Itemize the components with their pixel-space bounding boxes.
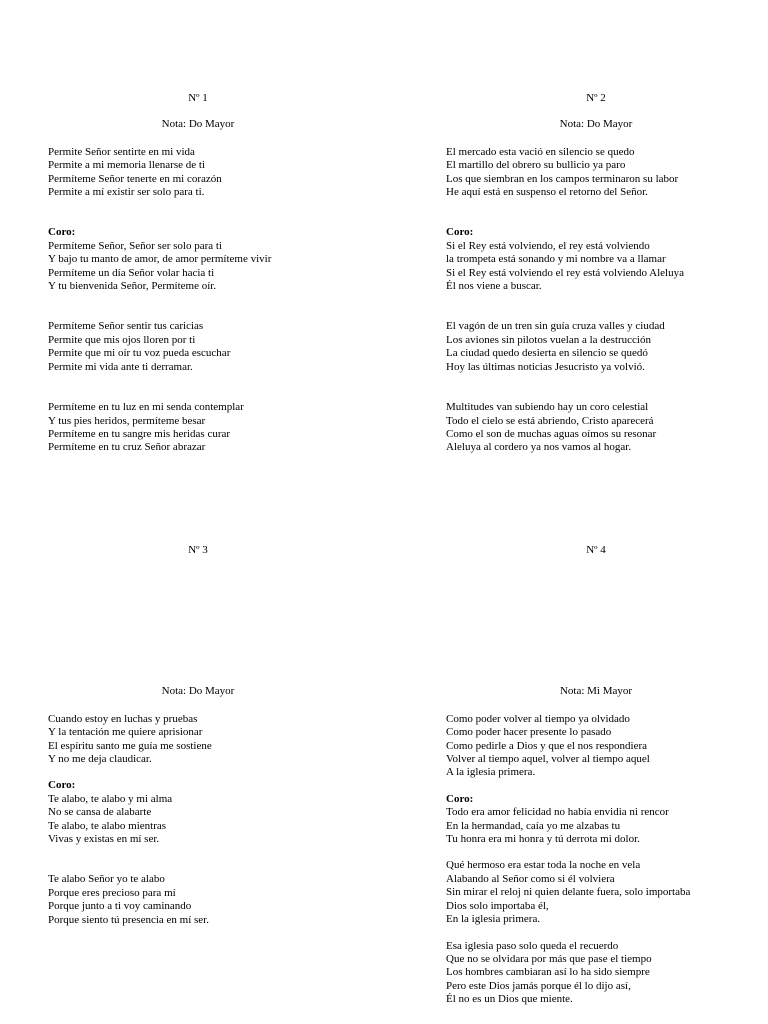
song-number: Nº 4 — [586, 544, 606, 556]
stanza-1 — [446, 713, 746, 780]
lyric-line: Permite mi vida ante ti derramar. — [48, 360, 193, 373]
lyric-line: Volver al tiempo aquel, volver al tiempo aquel — [446, 753, 650, 766]
lyric-line: Permite que mis ojos lloren por ti — [48, 333, 196, 346]
lyric-line: Porque siento tú presencia en mí ser. — [48, 913, 209, 926]
lyric-line: Él nos viene a buscar. — [446, 280, 542, 293]
stanza-1 — [48, 713, 348, 767]
lyric-line: Pero este Dios jamás porque él lo dijo así, — [446, 979, 631, 992]
stanza-2 — [446, 320, 746, 374]
lyric-line: la trompeta está sonando y mi nombre va a llamar — [446, 253, 666, 266]
lyric-line: Multitudes van subiendo hay un coro celestial — [446, 401, 649, 414]
lyric-line: En la hermandad, caía yo me alzabas tu — [446, 819, 621, 832]
lyric-line: Y tu bienvenida Señor, Permíteme oír. — [48, 280, 217, 293]
lyric-line: Porque eres precioso para mí — [48, 886, 176, 899]
lyric-line: Sin mirar el reloj ni quien delante fuera, solo importaba — [446, 886, 691, 899]
lyric-line: Vivas y existas en mí ser. — [48, 833, 160, 846]
stanza-2 — [48, 873, 348, 927]
lyric-line: Él no es un Dios que miente. — [446, 993, 573, 1006]
lyric-line: Como poder hacer presente lo pasado — [446, 726, 612, 739]
lyric-line: Te alabo, te alabo y mi alma — [48, 792, 173, 805]
lyric-line: El espíritu santo me guía me sostiene — [48, 739, 212, 752]
lyric-line: Qué hermoso era estar toda la noche en vela — [446, 859, 641, 872]
lyric-line: Los que siembran en los campos terminaron su labor — [446, 172, 679, 185]
chorus — [446, 226, 746, 293]
lyric-line: El mercado esta vació en silencio se quedo — [446, 145, 635, 158]
song-number: Nº 3 — [188, 544, 208, 556]
lyric-line: Porque junto a ti voy caminando — [48, 900, 192, 913]
chorus — [446, 793, 746, 847]
stanza-3 — [446, 401, 746, 455]
lyric-line: El vagón de un tren sin guía cruza valles y ciudad — [446, 320, 665, 333]
song-number: Nº 1 — [188, 92, 208, 104]
cut-off-line — [446, 1015, 746, 1024]
lyric-line: Permíteme Señor tenerte en mi corazón — [48, 172, 222, 185]
lyric-line: Te alabo Señor yo te alabo — [48, 873, 165, 886]
lyric-line: Tu honra era mi honra y tú derrota mi dolor. — [446, 833, 640, 846]
lyric-line: Y no me deja claudicar. — [48, 753, 152, 766]
chorus — [48, 779, 348, 846]
lyric-line: Permite Señor sentirte en mi vida — [48, 145, 195, 158]
song-key-note: Nota: Do Mayor — [161, 118, 235, 131]
lyric-line: Como pedirle a Dios y que el nos respondiera — [446, 739, 648, 752]
lyric-line: Permíteme en tu luz en mi senda contemplar — [48, 401, 244, 414]
lyric-line: Si el Rey está volviendo el rey está volviendo Aleluya — [446, 266, 684, 279]
lyric-line: No se cansa de alabarte — [48, 806, 152, 819]
song-key-note: Nota: Mi Mayor — [559, 685, 633, 698]
lyric-line: Te alabo, te alabo mientras — [48, 819, 167, 832]
lyric-line: Esa iglesia paso solo queda el recuerdo — [446, 939, 619, 952]
lyric-line: En la iglesia primera. — [446, 913, 541, 926]
lyric-line: Alabando al Señor como si él volviera — [446, 872, 615, 885]
song-number: Nº 2 — [586, 92, 606, 104]
song-key-note: Nota: Do Mayor — [559, 118, 633, 131]
lyric-line: Permite que mi oír tu voz pueda escuchar — [48, 347, 231, 360]
lyric-line: Todo era amor felicidad no había envidia ni rencor — [446, 806, 669, 819]
stanza-3 — [446, 940, 746, 1007]
lyric-line: Cuando estoy en luchas y pruebas — [48, 712, 198, 725]
song-3 — [48, 544, 348, 927]
lyric-line: Todo el cielo se está abriendo, Cristo aparecerá — [446, 414, 654, 427]
song-1 — [48, 92, 348, 455]
lyric-line: Como poder volver al tiempo ya olvidado — [446, 712, 630, 725]
chorus-label: Coro: — [446, 226, 474, 239]
song-2 — [446, 92, 746, 455]
lyric-line: Y la tentación me quiere aprisionar — [48, 726, 203, 739]
lyric-line: Que no se olvidara por más que pase el tiempo — [446, 952, 652, 965]
lyric-line: Aleluya al cordero ya nos vamos al hogar. — [446, 441, 632, 454]
chorus-label: Coro: — [446, 792, 474, 805]
lyric-line: Y tus pies heridos, permíteme besar — [48, 414, 206, 427]
lyric-line: He aquí está en suspenso el retorno del Señor. — [446, 186, 648, 199]
lyric-line: Permíteme en tu sangre mis heridas curar — [48, 427, 231, 440]
lyric-line: Los aviones sin pilotos vuelan a la destrucción — [446, 333, 651, 346]
lyric-line: Como el son de muchas aguas oímos su resonar — [446, 427, 657, 440]
chorus-label: Coro: — [48, 226, 76, 239]
lyric-line: El martillo del obrero su bullicio ya paro — [446, 159, 626, 172]
lyric-line: Permite a mi memoria llenarse de ti — [48, 159, 206, 172]
lyric-line: Permíteme en tu cruz Señor abrazar — [48, 441, 206, 454]
stanza-2 — [446, 859, 746, 926]
chorus — [48, 226, 348, 293]
lyric-line: La ciudad quedo desierta en silencio se quedó — [446, 347, 648, 360]
lyric-line: Dios solo importaba él, — [446, 899, 549, 912]
stanza-1 — [446, 146, 746, 200]
stanza-2 — [48, 320, 348, 374]
chorus-label: Coro: — [48, 779, 76, 792]
lyric-line: Los hombres cambiaran así lo ha sido siempre — [446, 966, 650, 979]
song-key-note: Nota: Do Mayor — [161, 685, 235, 698]
stanza-1 — [48, 146, 348, 200]
song-4 — [446, 544, 746, 1007]
lyric-line: Y bajo tu manto de amor, de amor permíteme vivir — [48, 253, 272, 266]
lyric-line: Permíteme un día Señor volar hacia ti — [48, 266, 215, 279]
lyric-line: Permite a mí existir ser solo para ti. — [48, 186, 205, 199]
lyric-line: A la iglesia primera. — [446, 766, 536, 779]
lyric-line: Hoy las últimas noticias Jesucristo ya volvió. — [446, 360, 645, 373]
stanza-3 — [48, 401, 348, 455]
lyric-line: Permíteme Señor, Señor ser solo para ti — [48, 239, 222, 252]
lyric-line: Permíteme Señor sentir tus caricias — [48, 320, 204, 333]
lyric-line: Si el Rey está volviendo, el rey está volviendo — [446, 239, 650, 252]
